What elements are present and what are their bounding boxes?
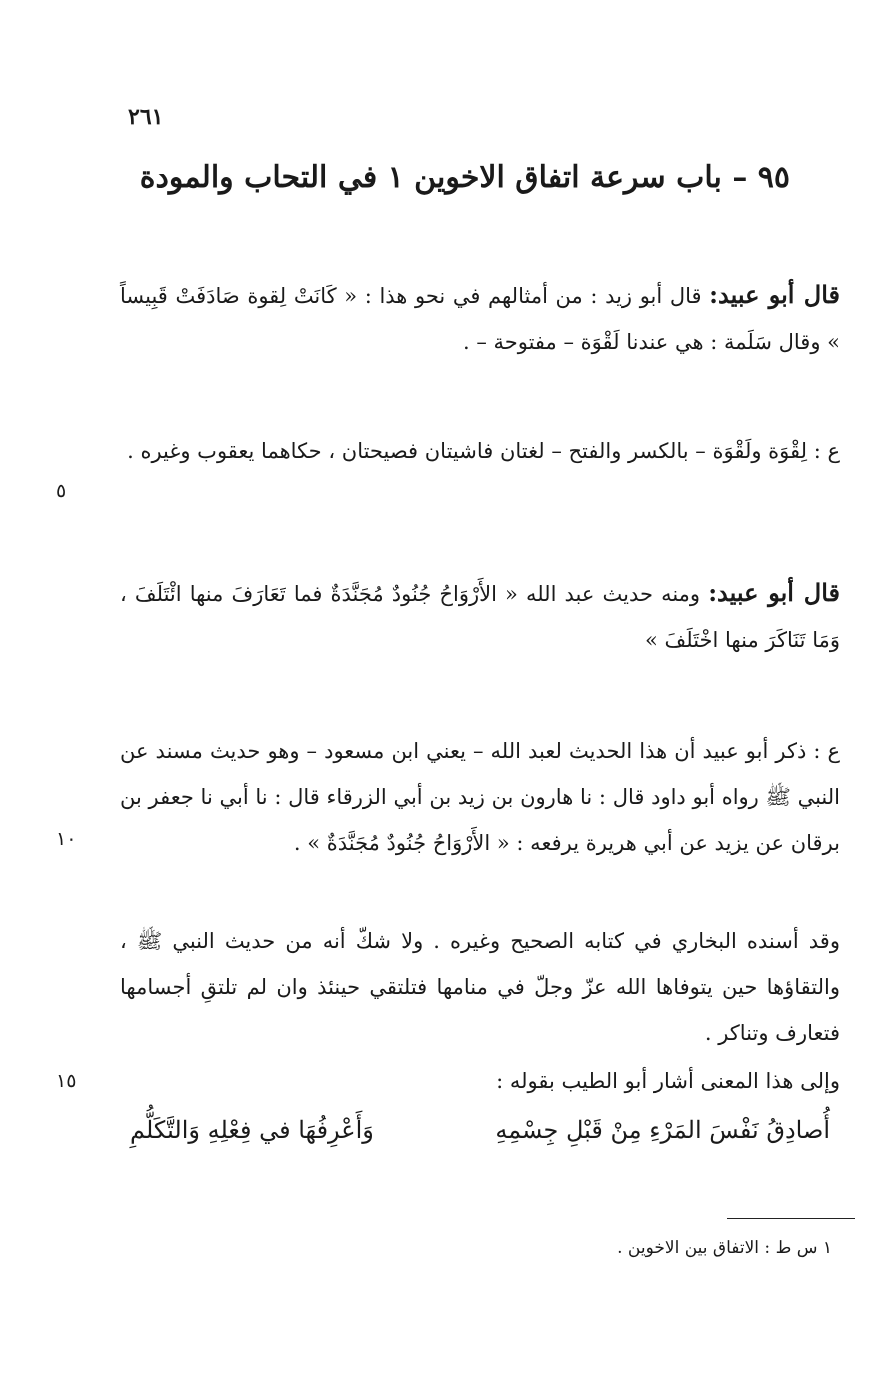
margin-line-number-10: ١٠ [56,828,77,850]
chapter-title: ٩٥ – باب سرعة اتفاق الاخوين ١ في التحاب والمودة [139,160,790,195]
paragraph-4 [120,728,840,866]
paragraph-text: ع : ذكر أبو عبيد أن هذا الحديث لعبد الله – يعني ابن مسعود – وهو حديث مسند عن النبي ﷺ رواه أبو داود قال : نا هارون بن زيد بن أبي الزرقاء قال : نا أبي نا جعفر بن برقان عن يزيد عن أبي هريرة يرفعه : « الأَرْوَاحُ جُنُودٌ مُجَنَّدَةٌ » . [120,739,840,855]
poetry-verse [130,1110,830,1150]
paragraph-text: قال أبو زيد : من أمثالهم في نحو هذا : « كَانَتْ لِقوة صَادَفَتْ قَبِيساً » وقال سَلَمة : هي عندنا لَقْوَة – مفتوحة – . [120,284,840,354]
paragraph-text: ع : لِقْوَة ولَقْوَة – بالكسر والفتح – لغتان فاشيتان فصيحتان ، حكاهما يعقوب وغيره . [127,439,840,463]
paragraph-5 [120,918,840,1056]
footnote-divider [727,1218,855,1219]
speaker-label: قال أبو عبيد: [709,280,840,309]
paragraph-6 [120,1058,840,1104]
margin-line-number-15: ١٥ [56,1070,77,1092]
speaker-label: قال أبو عبيد: [708,578,840,607]
footnote: ١ س ط : الاتفاق بين الاخوين . [617,1238,832,1258]
paragraph-text: وإلى هذا المعنى أشار أبو الطيب بقوله : [496,1069,840,1093]
paragraph-text: وقد أسنده البخاري في كتابه الصحيح وغيره . ولا شكّ أنه من حديث النبي ﷺ ، والتقاؤها حين يتوفاها الله عزّ وجلّ في منامها فتلتقي حينئذ وان لم تلتقِ أجسامها فتعارف وتناكر . [120,929,840,1045]
paragraph-2 [120,428,840,474]
verse-second-hemistich: وَأَعْرِفُهَا في فِعْلِهِ وَالتَّكَلُّمِ [130,1116,374,1144]
margin-line-number-5: ٥ [56,480,67,502]
paragraph-3 [120,570,840,663]
page-number: ٢٦١ [128,104,164,130]
paragraph-1 [120,272,840,365]
verse-first-hemistich: أُصادِقُ نَفْسَ المَرْءِ مِنْ قَبْلِ جِسْمِهِ [495,1116,830,1144]
paragraph-text: ومنه حديث عبد الله « الأَرْوَاحُ جُنُودٌ مُجَنَّدَةٌ فما تَعَارَفَ منها ائْتَلَفَ ، وَمَا تَنَاكَرَ منها اخْتَلَفَ » [120,582,840,652]
